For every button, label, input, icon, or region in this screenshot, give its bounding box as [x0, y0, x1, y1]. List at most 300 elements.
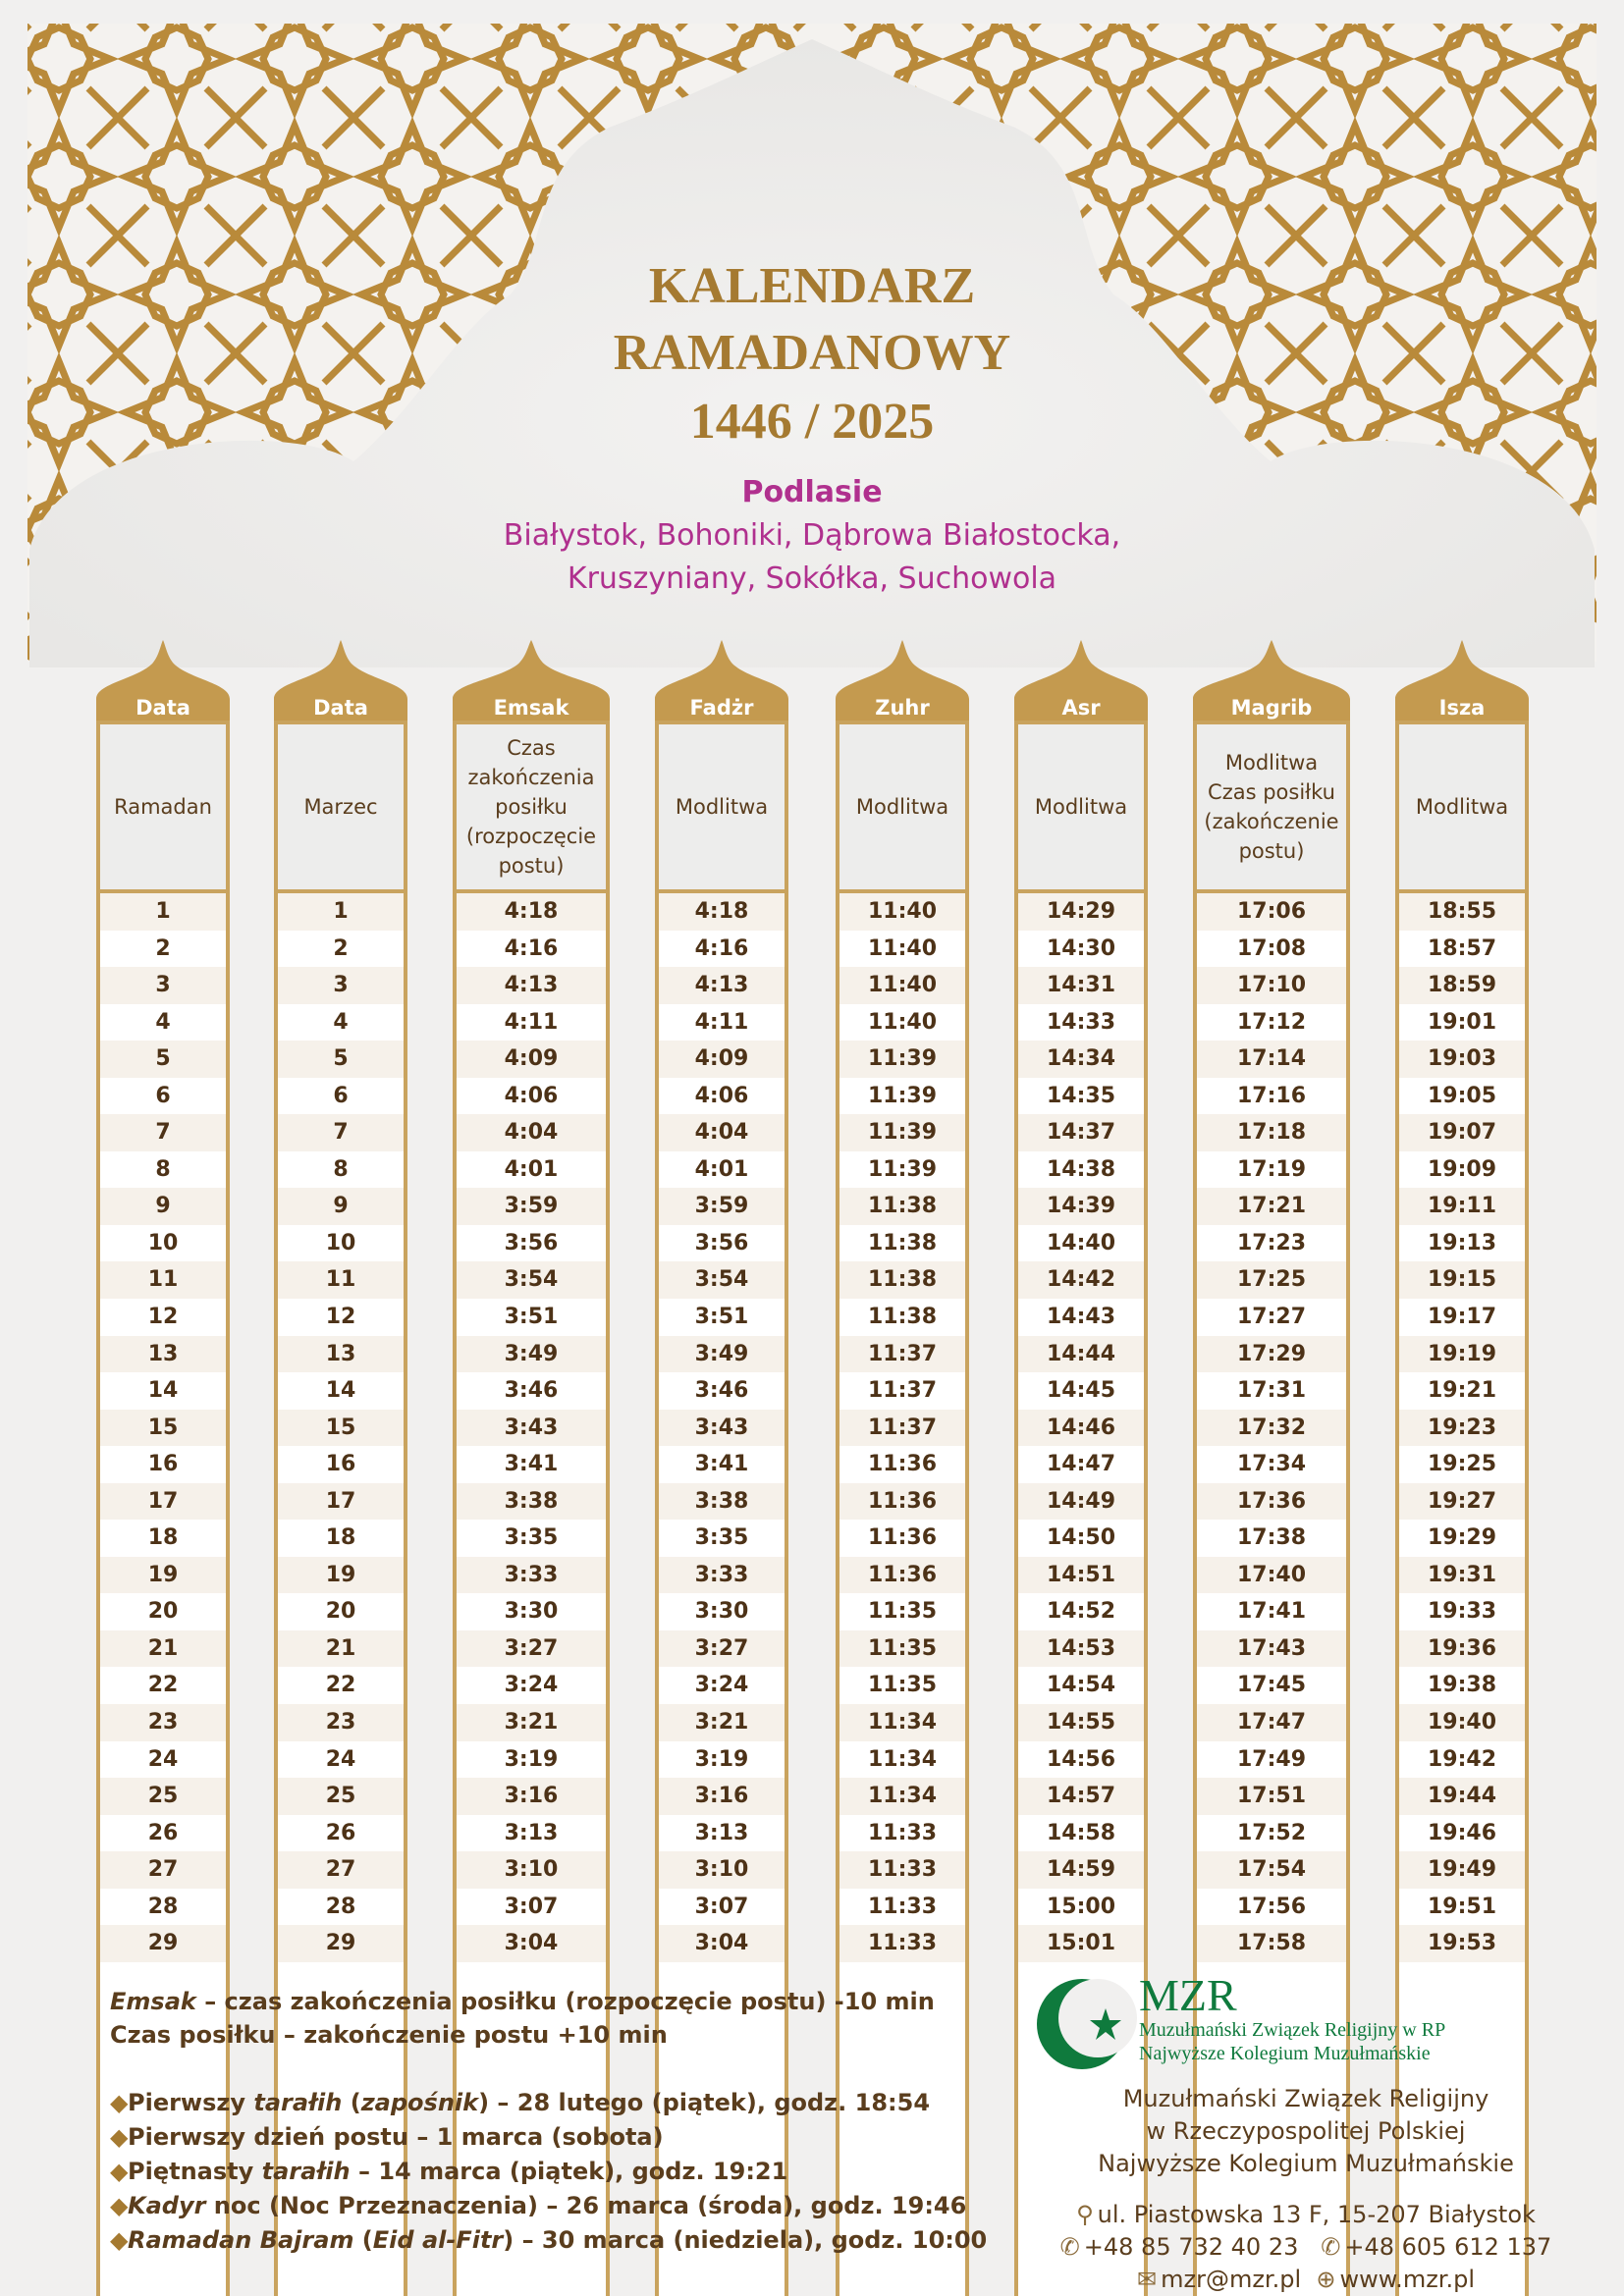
table-cell: 19: [100, 1557, 226, 1594]
table-cell: 3:07: [457, 1889, 606, 1926]
logo-abbr: MZR: [1139, 1970, 1237, 2020]
cities-line-1: Białystok, Bohoniki, Dąbrowa Białostocka,: [503, 518, 1121, 553]
table-cell: 4: [278, 1004, 404, 1041]
table-cell: 14:37: [1018, 1114, 1144, 1151]
table-cell: 17:23: [1197, 1225, 1346, 1262]
org-line-3: Najwyższe Kolegium Muzułmańskie: [1098, 2150, 1514, 2177]
table-cell: 16: [100, 1446, 226, 1483]
table-cell: 14:35: [1018, 1078, 1144, 1115]
key-date-item: ◆Pierwszy tarałih (zapośnik) – 28 lutego (piątek), godz. 18:54: [110, 2086, 1092, 2120]
table-cell: 17:45: [1197, 1667, 1346, 1704]
table-cell: 11: [100, 1261, 226, 1299]
table-cell: 17:08: [1197, 931, 1346, 968]
table-cell: 4:11: [457, 1004, 606, 1041]
table-cell: 14:58: [1018, 1815, 1144, 1852]
table-cell: 19:42: [1399, 1741, 1525, 1779]
table-cell: 21: [100, 1630, 226, 1668]
table-cell: 3:16: [457, 1778, 606, 1815]
column-subheader: Ramadan: [100, 724, 226, 893]
table-cell: 14:31: [1018, 967, 1144, 1004]
table-cell: 3:54: [457, 1261, 606, 1299]
table-cell: 14:59: [1018, 1851, 1144, 1889]
table-cell: 11:36: [839, 1520, 965, 1557]
table-cell: 17:27: [1197, 1299, 1346, 1336]
table-cell: 11:37: [839, 1410, 965, 1447]
table-cell: 11:39: [839, 1041, 965, 1078]
table-cell: 11:35: [839, 1667, 965, 1704]
table-cell: 11:38: [839, 1188, 965, 1225]
column-header: Data: [135, 696, 190, 720]
table-cell: 3: [100, 967, 226, 1004]
table-cell: 15:00: [1018, 1889, 1144, 1926]
table-cell: 11:37: [839, 1336, 965, 1373]
org-info: [1021, 2083, 1591, 2180]
table-cell: 3:56: [659, 1225, 785, 1262]
table-cell: 14:53: [1018, 1630, 1144, 1668]
table-cell: 3: [278, 967, 404, 1004]
table-cell: 11:34: [839, 1704, 965, 1741]
table-cell: 3:51: [659, 1299, 785, 1336]
table-cell: 19:07: [1399, 1114, 1525, 1151]
table-cell: 17:29: [1197, 1336, 1346, 1373]
column-header: Data: [313, 696, 368, 720]
table-cell: 14:47: [1018, 1446, 1144, 1483]
table-cell: 4:11: [659, 1004, 785, 1041]
address: ⚲ ul. Piastowska 13 F, 15-207 Białystok: [1021, 2199, 1591, 2231]
column-header: Fadżr: [689, 696, 754, 720]
table-cell: 3:59: [659, 1188, 785, 1225]
note-meal: Czas posiłku – zakończenie postu +10 min: [110, 2021, 668, 2049]
table-cell: 4:06: [457, 1078, 606, 1115]
table-cell: 11:33: [839, 1815, 965, 1852]
table-cell: 3:04: [659, 1925, 785, 1962]
table-cell: 4:13: [457, 967, 606, 1004]
table-cell: 4:01: [659, 1151, 785, 1189]
table-cell: 3:27: [457, 1630, 606, 1668]
table-cell: 3:10: [457, 1851, 606, 1889]
phones: [1021, 2231, 1591, 2264]
table-cell: 10: [100, 1225, 226, 1262]
table-cell: 22: [100, 1667, 226, 1704]
table-cell: 4:18: [659, 893, 785, 931]
title-year: 1446 / 2025: [689, 394, 935, 450]
key-dates-list: [110, 2086, 1092, 2258]
table-cell: 4:18: [457, 893, 606, 931]
column-body: [96, 721, 230, 2296]
table-cell: 3:30: [457, 1593, 606, 1630]
globe-icon: ⊕: [1316, 2266, 1336, 2293]
table-cell: 11:36: [839, 1483, 965, 1521]
table-cell: 17:49: [1197, 1741, 1346, 1779]
table-cell: 17:54: [1197, 1851, 1346, 1889]
table-cell: 3:51: [457, 1299, 606, 1336]
table-cell: 3:46: [457, 1372, 606, 1410]
table-cell: 19:40: [1399, 1704, 1525, 1741]
table-cell: 3:07: [659, 1889, 785, 1926]
table-cell: 19:13: [1399, 1225, 1525, 1262]
table-cell: 19:19: [1399, 1336, 1525, 1373]
table-cell: 14:29: [1018, 893, 1144, 931]
table-cell: 11:35: [839, 1630, 965, 1668]
table-cell: 17:21: [1197, 1188, 1346, 1225]
table-cell: 11:38: [839, 1299, 965, 1336]
table-cell: 3:16: [659, 1778, 785, 1815]
table-cell: 19:31: [1399, 1557, 1525, 1594]
note-emsak: Emsak – czas zakończenia posiłku (rozpoczęcie postu) -10 min: [110, 1988, 935, 2015]
table-cell: 17:32: [1197, 1410, 1346, 1447]
table-cell: 24: [100, 1741, 226, 1779]
table-cell: 3:41: [659, 1446, 785, 1483]
column-body: [274, 721, 407, 2296]
column-rows: [457, 893, 606, 1962]
table-cell: 19:05: [1399, 1078, 1525, 1115]
table-cell: 14:38: [1018, 1151, 1144, 1189]
table-cell: 11:40: [839, 931, 965, 968]
table-cell: 10: [278, 1225, 404, 1262]
table-cell: 7: [278, 1114, 404, 1151]
email-link[interactable]: mzr@mzr.pl: [1161, 2266, 1302, 2293]
table-cell: 3:27: [659, 1630, 785, 1668]
table-cell: 3:38: [659, 1483, 785, 1521]
table-cell: 28: [278, 1889, 404, 1926]
table-cell: 5: [278, 1041, 404, 1078]
table-cell: 19:25: [1399, 1446, 1525, 1483]
notes: [110, 1985, 1043, 2052]
table-cell: 3:43: [457, 1410, 606, 1447]
table-cell: 17:18: [1197, 1114, 1346, 1151]
table-cell: 11:38: [839, 1261, 965, 1299]
table-cell: 8: [100, 1151, 226, 1189]
table-cell: 3:43: [659, 1410, 785, 1447]
table-cell: 4:04: [457, 1114, 606, 1151]
table-cell: 4:16: [659, 931, 785, 968]
email-web: [1021, 2264, 1591, 2296]
column-body: [453, 721, 610, 2296]
table-cell: 17:34: [1197, 1446, 1346, 1483]
phone-icon: ✆: [1059, 2233, 1080, 2261]
column-header: Zuhr: [875, 696, 930, 720]
table-cell: 14:39: [1018, 1188, 1144, 1225]
table-cell: 11:36: [839, 1557, 965, 1594]
table-cell: 14:57: [1018, 1778, 1144, 1815]
table-cell: 14:42: [1018, 1261, 1144, 1299]
table-cell: 15:01: [1018, 1925, 1144, 1962]
table-cell: 11:37: [839, 1372, 965, 1410]
table-cell: 26: [100, 1815, 226, 1852]
table-cell: 14:56: [1018, 1741, 1144, 1779]
table-cell: 26: [278, 1815, 404, 1852]
table-cell: 17:51: [1197, 1778, 1346, 1815]
table-cell: 3:46: [659, 1372, 785, 1410]
table-cell: 20: [278, 1593, 404, 1630]
column-rows: [1018, 893, 1144, 1962]
column-header: Emsak: [493, 696, 569, 720]
table-cell: 11:33: [839, 1851, 965, 1889]
table-cell: 11:40: [839, 1004, 965, 1041]
column-subheader: Modlitwa: [839, 724, 965, 893]
column-rows: [100, 893, 226, 1962]
table-cell: 7: [100, 1114, 226, 1151]
table-cell: 11: [278, 1261, 404, 1299]
key-date-item: ◆Kadyr noc (Noc Przeznaczenia) – 26 marca (środa), godz. 19:46: [110, 2189, 1092, 2223]
diamond-bullet-icon: ◆: [110, 2226, 129, 2254]
column-header: Isza: [1438, 696, 1486, 720]
table-cell: 27: [278, 1851, 404, 1889]
table-cell: 14: [100, 1372, 226, 1410]
website-link[interactable]: www.mzr.pl: [1339, 2266, 1475, 2293]
table-cell: 19:17: [1399, 1299, 1525, 1336]
table-cell: 14:50: [1018, 1520, 1144, 1557]
table-cell: 14:40: [1018, 1225, 1144, 1262]
table-cell: 19:11: [1399, 1188, 1525, 1225]
phone-1[interactable]: +48 85 732 40 23: [1083, 2233, 1299, 2261]
table-cell: 3:41: [457, 1446, 606, 1483]
table-cell: 3:49: [659, 1336, 785, 1373]
column-rows: [1399, 893, 1525, 1962]
table-cell: 14:33: [1018, 1004, 1144, 1041]
table-cell: 1: [278, 893, 404, 931]
column-header: Magrib: [1230, 696, 1313, 720]
table-cell: 19:51: [1399, 1889, 1525, 1926]
table-cell: 17:38: [1197, 1520, 1346, 1557]
table-cell: 17:43: [1197, 1630, 1346, 1668]
table-cell: 11:34: [839, 1741, 965, 1779]
table-cell: 17:58: [1197, 1925, 1346, 1962]
table-cell: 19:53: [1399, 1925, 1525, 1962]
table-cell: 11:35: [839, 1593, 965, 1630]
table-cell: 3:10: [659, 1851, 785, 1889]
table-cell: 11:40: [839, 893, 965, 931]
table-cell: 3:33: [659, 1557, 785, 1594]
mzr-logo: [1031, 1969, 1542, 2077]
title-line-1: KALENDARZ: [648, 258, 976, 314]
table-cell: 19:49: [1399, 1851, 1525, 1889]
table-cell: 2: [278, 931, 404, 968]
table-cell: 14:49: [1018, 1483, 1144, 1521]
table-cell: 3:33: [457, 1557, 606, 1594]
table-cell: 17:47: [1197, 1704, 1346, 1741]
table-cell: 14:45: [1018, 1372, 1144, 1410]
table-cell: 3:19: [457, 1741, 606, 1779]
table-cell: 18:55: [1399, 893, 1525, 931]
table-cell: 14:34: [1018, 1041, 1144, 1078]
table-cell: 25: [278, 1778, 404, 1815]
table-cell: 8: [278, 1151, 404, 1189]
column-rows: [839, 893, 965, 1962]
table-cell: 13: [100, 1336, 226, 1373]
table-cell: 12: [100, 1299, 226, 1336]
table-cell: 12: [278, 1299, 404, 1336]
table-cell: 17:19: [1197, 1151, 1346, 1189]
table-cell: 4:09: [457, 1041, 606, 1078]
table-cell: 17:25: [1197, 1261, 1346, 1299]
table-cell: 17:16: [1197, 1078, 1346, 1115]
table-cell: 11:39: [839, 1078, 965, 1115]
org-line-2: w Rzeczypospolitej Polskiej: [1146, 2117, 1466, 2145]
phone-icon: ✆: [1321, 2233, 1341, 2261]
table-cell: 14: [278, 1372, 404, 1410]
table-cell: 5: [100, 1041, 226, 1078]
table-cell: 14:51: [1018, 1557, 1144, 1594]
column-subheader: Modlitwa: [659, 724, 785, 893]
diamond-bullet-icon: ◆: [110, 2123, 129, 2151]
column-subheader: Modlitwa: [1018, 724, 1144, 893]
table-cell: 17: [100, 1483, 226, 1521]
table-cell: 14:44: [1018, 1336, 1144, 1373]
table-cell: 19:23: [1399, 1410, 1525, 1447]
diamond-bullet-icon: ◆: [110, 2192, 129, 2219]
table-cell: 19:21: [1399, 1372, 1525, 1410]
region-name: Podlasie: [741, 475, 883, 509]
table-cell: 14:54: [1018, 1667, 1144, 1704]
table-cell: 18: [100, 1520, 226, 1557]
table-cell: 28: [100, 1889, 226, 1926]
table-cell: 3:30: [659, 1593, 785, 1630]
table-cell: 11:34: [839, 1778, 965, 1815]
table-cell: 14:43: [1018, 1299, 1144, 1336]
logo-subtitle: Muzułmański Związek Religijny w RP Najwyższe Kolegium Muzułmańskie: [1139, 2019, 1446, 2064]
envelope-icon: ✉: [1137, 2266, 1158, 2293]
table-cell: 11:39: [839, 1151, 965, 1189]
table-cell: 3:13: [659, 1815, 785, 1852]
table-cell: 27: [100, 1851, 226, 1889]
table-cell: 3:21: [659, 1704, 785, 1741]
table-cell: 19:44: [1399, 1778, 1525, 1815]
table-cell: 19:29: [1399, 1520, 1525, 1557]
title-line-2: RAMADANOWY: [613, 325, 1011, 381]
table-cell: 2: [100, 931, 226, 968]
table-cell: 6: [278, 1078, 404, 1115]
table-cell: 11:36: [839, 1446, 965, 1483]
column-rows: [659, 893, 785, 1962]
table-cell: 4:01: [457, 1151, 606, 1189]
table-cell: 3:24: [457, 1667, 606, 1704]
table-cell: 24: [278, 1741, 404, 1779]
table-cell: 19: [278, 1557, 404, 1594]
table-cell: 3:21: [457, 1704, 606, 1741]
table-cell: 21: [278, 1630, 404, 1668]
table-cell: 3:13: [457, 1815, 606, 1852]
table-cell: 19:01: [1399, 1004, 1525, 1041]
table-cell: 19:03: [1399, 1041, 1525, 1078]
table-cell: 19:46: [1399, 1815, 1525, 1852]
table-cell: 17:40: [1197, 1557, 1346, 1594]
column-rows: [1197, 893, 1346, 1962]
column-body: [836, 721, 969, 2296]
table-cell: 4: [100, 1004, 226, 1041]
table-cell: 3:19: [659, 1741, 785, 1779]
table-cell: 14:46: [1018, 1410, 1144, 1447]
column-header: Asr: [1061, 696, 1101, 720]
table-cell: 11:33: [839, 1925, 965, 1962]
table-cell: 19:27: [1399, 1483, 1525, 1521]
table-cell: 17:31: [1197, 1372, 1346, 1410]
cities-line-2: Kruszyniany, Sokółka, Suchowola: [567, 561, 1057, 596]
table-cell: 25: [100, 1778, 226, 1815]
table-cell: 17:56: [1197, 1889, 1346, 1926]
org-line-1: Muzułmański Związek Religijny: [1122, 2085, 1489, 2112]
table-cell: 19:38: [1399, 1667, 1525, 1704]
table-cell: 4:13: [659, 967, 785, 1004]
table-cell: 19:33: [1399, 1593, 1525, 1630]
table-cell: 29: [278, 1925, 404, 1962]
crescent-star-icon: [1031, 1969, 1139, 2077]
table-cell: 18:59: [1399, 967, 1525, 1004]
phone-2[interactable]: +48 605 612 137: [1344, 2233, 1552, 2261]
table-cell: 17:06: [1197, 893, 1346, 931]
table-cell: 14:55: [1018, 1704, 1144, 1741]
table-cell: 23: [278, 1704, 404, 1741]
table-cell: 3:38: [457, 1483, 606, 1521]
table-cell: 4:09: [659, 1041, 785, 1078]
table-cell: 14:52: [1018, 1593, 1144, 1630]
key-date-item: ◆Pierwszy dzień postu – 1 marca (sobota): [110, 2120, 1092, 2155]
table-cell: 11:38: [839, 1225, 965, 1262]
table-cell: 20: [100, 1593, 226, 1630]
table-cell: 19:36: [1399, 1630, 1525, 1668]
column-body: [655, 721, 788, 2296]
table-cell: 9: [278, 1188, 404, 1225]
table-cell: 17:12: [1197, 1004, 1346, 1041]
table-cell: 13: [278, 1336, 404, 1373]
diamond-bullet-icon: ◆: [110, 2158, 129, 2185]
column-subheader: Modlitwa Czas posiłku (zakończenie postu): [1197, 724, 1346, 893]
table-cell: 3:35: [457, 1520, 606, 1557]
column-subheader: Marzec: [278, 724, 404, 893]
table-cell: 17:36: [1197, 1483, 1346, 1521]
table-cell: 4:06: [659, 1078, 785, 1115]
column-rows: [278, 893, 404, 1962]
key-date-item: ◆Piętnasty tarałih – 14 marca (piątek), godz. 19:21: [110, 2155, 1092, 2189]
table-cell: 9: [100, 1188, 226, 1225]
table-cell: 11:39: [839, 1114, 965, 1151]
table-cell: 3:59: [457, 1188, 606, 1225]
table-cell: 17:41: [1197, 1593, 1346, 1630]
table-cell: 19:09: [1399, 1151, 1525, 1189]
diamond-bullet-icon: ◆: [110, 2089, 129, 2116]
table-cell: 3:56: [457, 1225, 606, 1262]
table-cell: 23: [100, 1704, 226, 1741]
table-cell: 3:49: [457, 1336, 606, 1373]
table-cell: 3:54: [659, 1261, 785, 1299]
table-cell: 3:04: [457, 1925, 606, 1962]
table-cell: 17:10: [1197, 967, 1346, 1004]
table-cell: 22: [278, 1667, 404, 1704]
table-cell: 29: [100, 1925, 226, 1962]
column-subheader: Czas zakończenia posiłku (rozpoczęcie postu): [457, 724, 606, 893]
key-date-item: ◆Ramadan Bajram (Eid al-Fitr) – 30 marca (niedziela), godz. 10:00: [110, 2223, 1092, 2258]
table-cell: 17:14: [1197, 1041, 1346, 1078]
column-subheader: Modlitwa: [1399, 724, 1525, 893]
table-cell: 16: [278, 1446, 404, 1483]
table-cell: 11:33: [839, 1889, 965, 1926]
table-cell: 18:57: [1399, 931, 1525, 968]
table-cell: 11:40: [839, 967, 965, 1004]
table-cell: 4:04: [659, 1114, 785, 1151]
table-cell: 6: [100, 1078, 226, 1115]
table-cell: 15: [100, 1410, 226, 1447]
table-cell: 15: [278, 1410, 404, 1447]
location-pin-icon: ⚲: [1076, 2201, 1094, 2228]
table-cell: 14:30: [1018, 931, 1144, 968]
table-cell: 17: [278, 1483, 404, 1521]
table-cell: 1: [100, 893, 226, 931]
table-cell: 3:24: [659, 1667, 785, 1704]
contact-info: [1021, 2199, 1591, 2296]
table-cell: 3:35: [659, 1520, 785, 1557]
table-cell: 17:52: [1197, 1815, 1346, 1852]
table-cell: 19:15: [1399, 1261, 1525, 1299]
